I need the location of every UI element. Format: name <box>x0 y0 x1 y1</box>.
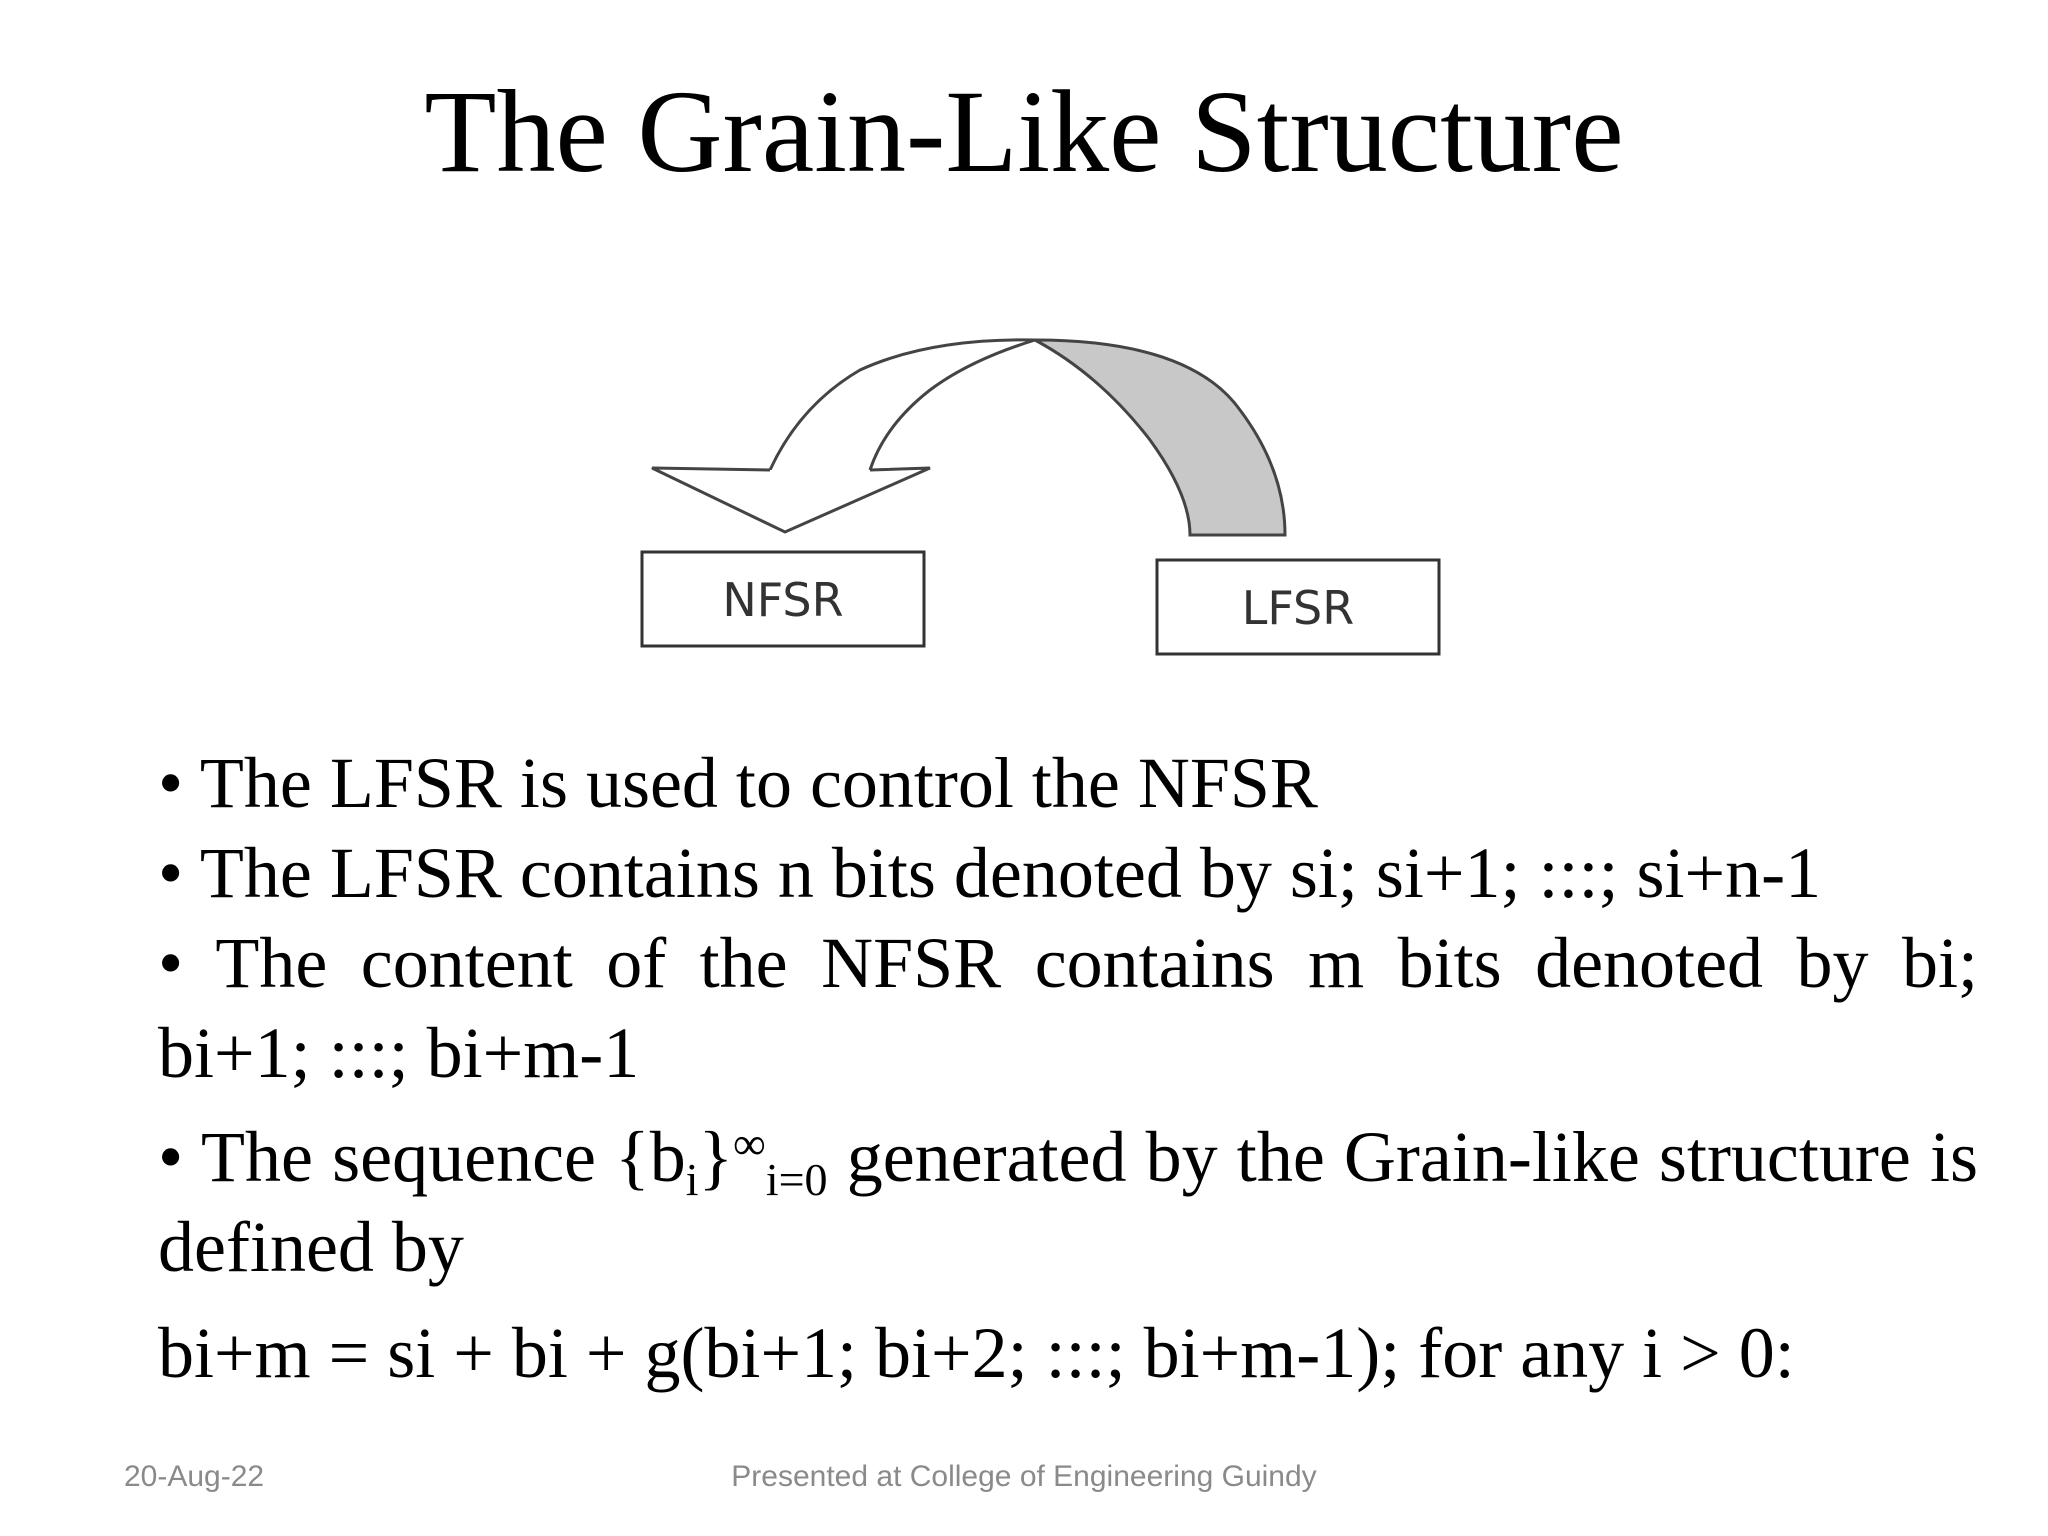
slide-title: The Grain-Like Structure <box>424 66 1624 197</box>
bullet-4-sub-range: i=0 <box>765 1154 828 1205</box>
grain-diagram <box>630 320 1470 690</box>
arc-shaded-band <box>1035 340 1285 535</box>
footer-date: 20-Aug-22 <box>124 1460 265 1493</box>
bullet-1: • The LFSR is used to control the NFSR <box>158 743 1318 823</box>
slide-body <box>158 738 1978 1398</box>
footer-presented: Presented at College of Engineering Guindy <box>731 1460 1317 1493</box>
bullet-2: • The LFSR contains n bits denoted by si; si+1; :::; si+n-1 <box>158 833 1822 913</box>
arc-outer <box>770 340 1035 470</box>
nfsr-label: NFSR <box>722 573 844 627</box>
arc-inner <box>870 340 1035 470</box>
lfsr-label: LFSR <box>1241 581 1355 635</box>
bullet-4 <box>158 1112 1978 1292</box>
bullet-4-brace: } <box>698 1117 734 1197</box>
bullet-4-prefix: • The sequence {b <box>158 1117 686 1197</box>
arrow-head <box>652 468 930 532</box>
bullet-4-sub-i: i <box>685 1154 699 1205</box>
equation: bi+m = si + bi + g(bi+1; bi+2; :::; bi+m-1); for any i > 0: <box>158 1313 1795 1393</box>
bullet-4-sup-infinity: ∞ <box>733 1118 766 1169</box>
bullet-3: • The content of the NFSR contains m bits denoted by bi; bi+1; :::; bi+m-1 <box>158 923 1978 1093</box>
bullet-4-suffix: generated by the Grain-like structure is defined by <box>158 1117 1978 1287</box>
